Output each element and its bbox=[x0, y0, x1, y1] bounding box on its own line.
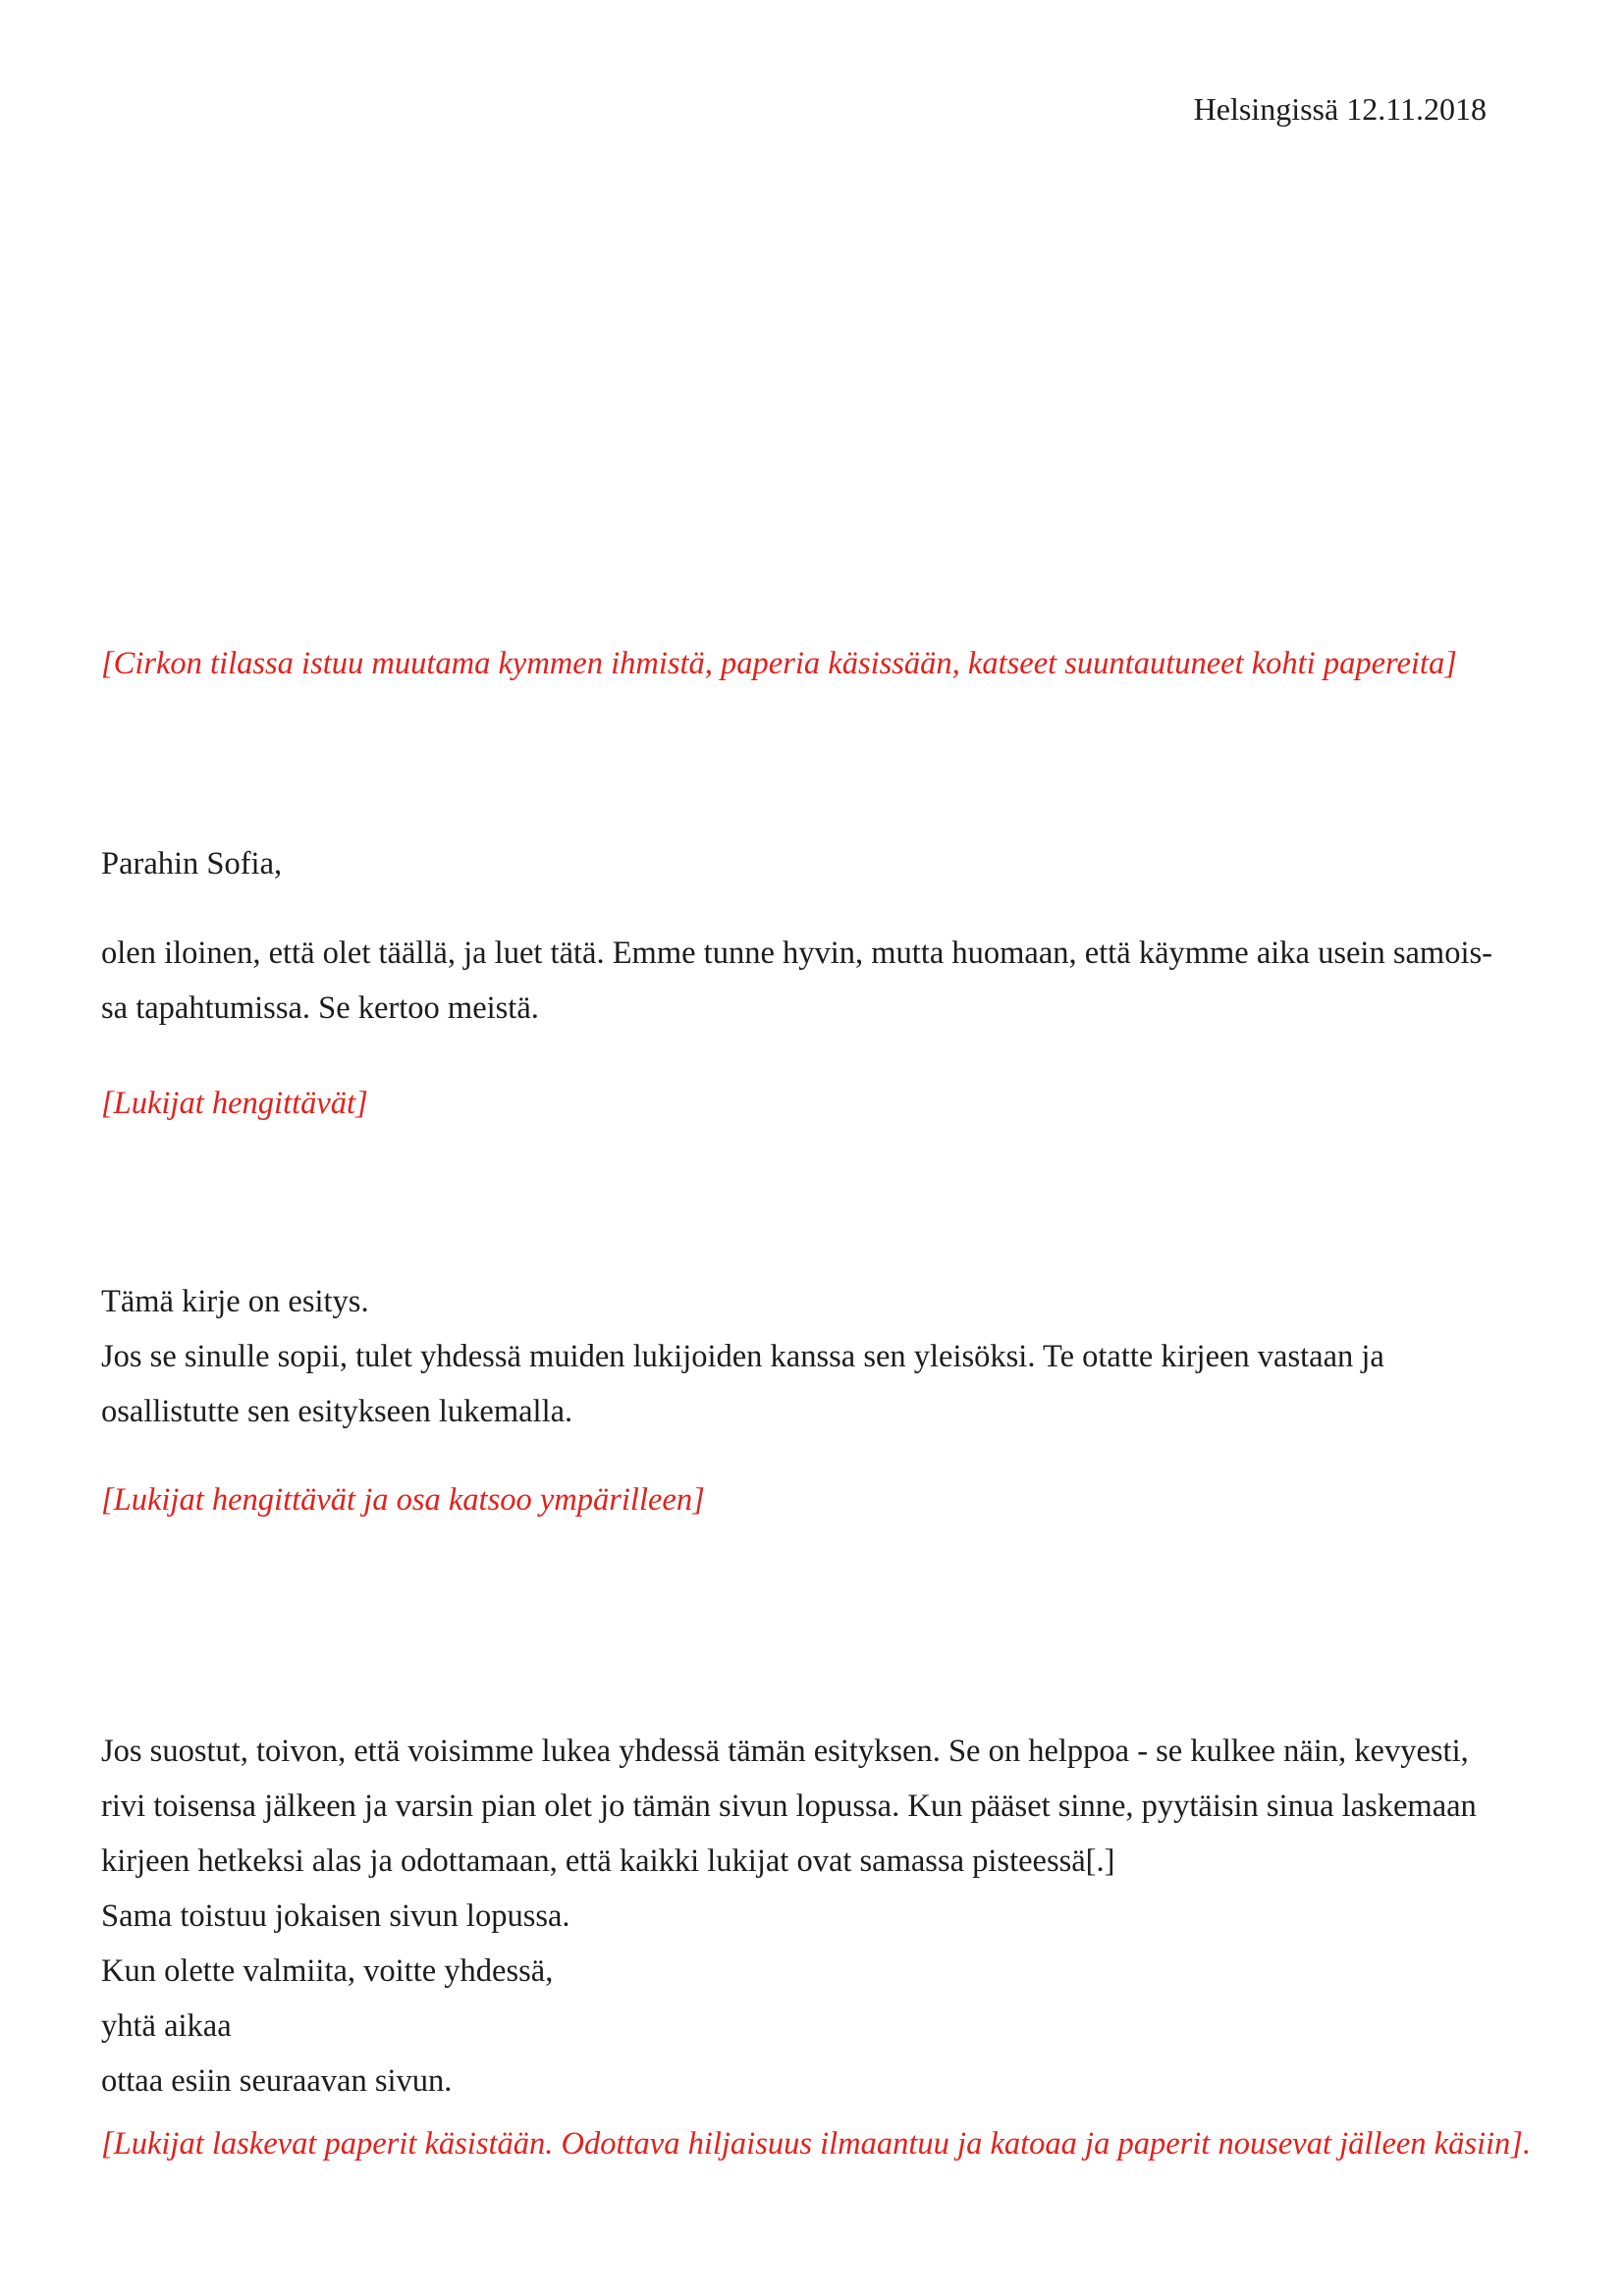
text-line: Kun olette valmiita, voitte yhdessä, bbox=[101, 1953, 554, 1989]
text-line: rivi toisensa jälkeen ja varsin pian olet jo tämän sivun lopussa. Kun pääset sinne, pyytäisin sinua laskemaan bbox=[101, 1789, 1477, 1824]
text-line: Tämä kirje on esitys. bbox=[101, 1284, 369, 1319]
text-line: yhtä aikaa bbox=[101, 2008, 232, 2044]
salutation: Parahin Sofia, bbox=[101, 846, 283, 881]
paragraph-instructions bbox=[101, 1724, 1536, 2109]
text-line: olen iloinen, että olet täällä, ja luet tätä. Emme tunne hyvin, mutta huomaan, että käymme aika usein samois- bbox=[101, 935, 1492, 971]
stage-direction-4: [Lukijat laskevat paperit käsistään. Odottava hiljaisuus ilmaantuu ja katoaa ja paperit nousevat jälleen käsiin]. bbox=[101, 2126, 1532, 2162]
paragraph-opening bbox=[101, 926, 1536, 1036]
text-line: kirjeen hetkeksi alas ja odottamaan, että kaikki lukijat ovat samassa pisteessä[.] bbox=[101, 1843, 1115, 1879]
text-line: Jos suostut, toivon, että voisimme lukea yhdessä tämän esityksen. Se on helppoa - se kulkee näin, kevyesti, bbox=[101, 1734, 1469, 1769]
text-line: osallistutte sen esitykseen lukemalla. bbox=[101, 1394, 573, 1429]
text-line: Sama toistuu jokaisen sivun lopussa. bbox=[101, 1898, 570, 1934]
paragraph-proposal bbox=[101, 1274, 1536, 1439]
stage-direction-3: [Lukijat hengittävät ja osa katsoo ympärilleen] bbox=[101, 1482, 705, 1518]
dateline: Helsingissä 12.11.2018 bbox=[1193, 91, 1487, 127]
text-line: ottaa esiin seuraavan sivun. bbox=[101, 2063, 453, 2099]
stage-direction-1: [Cirkon tilassa istuu muutama kymmen ihmistä, paperia käsissään, katseet suuntautuneet kohti papereita] bbox=[101, 646, 1457, 681]
text-line: sa tapahtumissa. Se kertoo meistä. bbox=[101, 990, 539, 1026]
text-line: Jos se sinulle sopii, tulet yhdessä muiden lukijoiden kanssa sen yleisöksi. Te otatte kirjeen vastaan ja bbox=[101, 1339, 1384, 1374]
stage-direction-2: [Lukijat hengittävät] bbox=[101, 1086, 368, 1121]
